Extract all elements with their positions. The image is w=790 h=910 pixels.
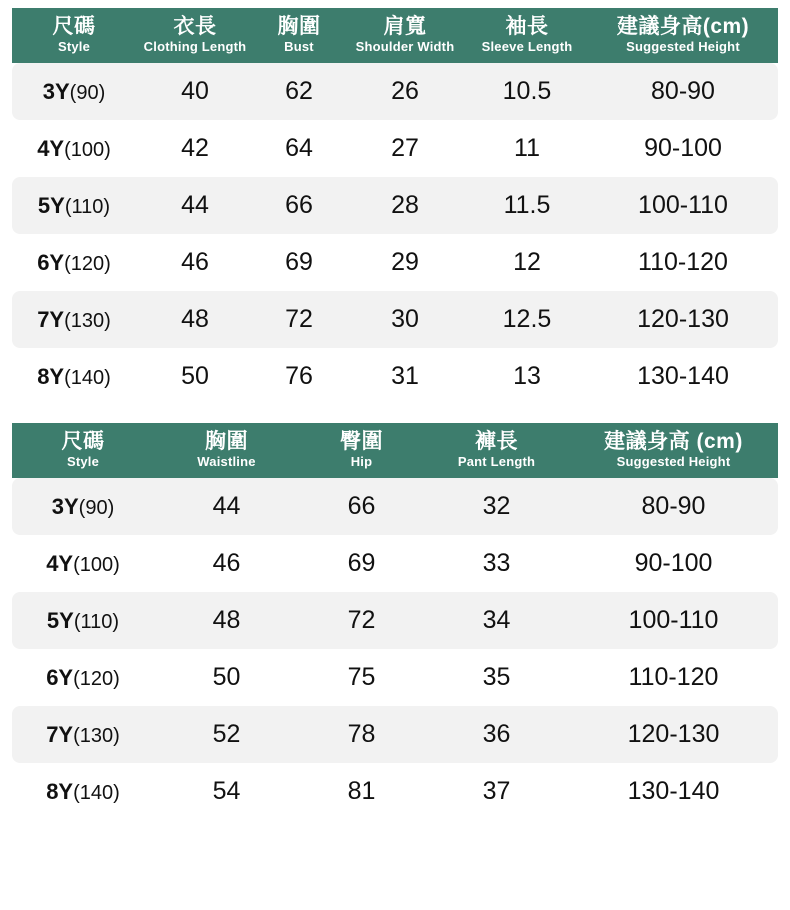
table-row bbox=[12, 63, 778, 120]
column-header-bust bbox=[254, 8, 344, 63]
cell-suggested-height: 100-110 bbox=[569, 592, 778, 649]
cell-shoulder-width: 29 bbox=[391, 248, 419, 276]
table-row bbox=[12, 535, 778, 592]
cell-size bbox=[12, 63, 136, 120]
column-header-pant-length-en: Pant Length bbox=[457, 454, 536, 469]
size-label: 4Y bbox=[37, 135, 65, 161]
size-sublabel: (90) bbox=[69, 81, 106, 104]
cell-shoulder-width: 26 bbox=[344, 63, 466, 120]
column-header-shoulder-width-en: Shoulder Width bbox=[355, 39, 455, 54]
column-header-suggested-height bbox=[588, 8, 778, 63]
cell-size bbox=[12, 535, 154, 592]
top-size-chart bbox=[12, 8, 778, 405]
cell-waistline: 54 bbox=[212, 777, 241, 805]
column-header-sleeve-length-en: Sleeve Length bbox=[481, 39, 573, 54]
cell-suggested-height: 130-140 bbox=[627, 777, 720, 805]
size-label: 7Y bbox=[46, 721, 74, 747]
cell-size bbox=[12, 763, 154, 820]
size-sublabel: (120) bbox=[73, 667, 120, 690]
table-row bbox=[12, 763, 778, 820]
column-header-suggested-height-cn: 建議身高(cm) bbox=[616, 15, 750, 38]
cell-size bbox=[12, 234, 136, 291]
column-header-style bbox=[12, 8, 136, 63]
column-header-clothing-length-cn: 衣長 bbox=[173, 15, 217, 38]
column-header-shoulder-width bbox=[344, 8, 466, 63]
column-header-style-en: Style bbox=[66, 454, 100, 469]
cell-suggested-height: 120-130 bbox=[569, 706, 778, 763]
column-header-bust-cn: 胸圍 bbox=[277, 15, 321, 38]
column-header-style-cn: 尺碼 bbox=[52, 15, 96, 38]
cell-hip: 69 bbox=[347, 549, 376, 577]
cell-suggested-height: 90-100 bbox=[644, 134, 722, 162]
size-label: 8Y bbox=[46, 778, 74, 804]
size-sublabel: (100) bbox=[64, 138, 111, 161]
cell-sleeve-length: 12 bbox=[513, 248, 541, 276]
column-header-suggested-height-en: Suggested Height bbox=[626, 39, 740, 54]
size-sublabel: (130) bbox=[73, 724, 120, 747]
cell-clothing-length: 46 bbox=[181, 248, 209, 276]
column-header-sleeve-length-cn: 袖長 bbox=[505, 15, 549, 38]
size-sublabel: (100) bbox=[73, 553, 120, 576]
cell-hip: 81 bbox=[347, 777, 376, 805]
column-header-hip bbox=[299, 423, 424, 478]
size-label: 8Y bbox=[37, 363, 65, 389]
cell-waistline: 48 bbox=[154, 592, 299, 649]
cell-hip: 78 bbox=[299, 706, 424, 763]
cell-sleeve-length: 10.5 bbox=[466, 63, 588, 120]
size-label: 6Y bbox=[37, 249, 65, 275]
cell-bust: 62 bbox=[254, 63, 344, 120]
column-header-suggested-height-en: Suggested Height bbox=[616, 454, 731, 469]
cell-waistline: 44 bbox=[154, 478, 299, 535]
bottom-size-chart bbox=[12, 423, 778, 820]
cell-clothing-length: 42 bbox=[181, 134, 209, 162]
cell-sleeve-length: 12.5 bbox=[466, 291, 588, 348]
cell-shoulder-width: 30 bbox=[344, 291, 466, 348]
cell-clothing-length: 50 bbox=[181, 362, 209, 390]
column-header-shoulder-width-cn: 肩寬 bbox=[383, 15, 427, 38]
cell-waistline: 52 bbox=[154, 706, 299, 763]
cell-waistline: 50 bbox=[212, 663, 241, 691]
cell-bust: 72 bbox=[254, 291, 344, 348]
cell-pant-length: 35 bbox=[482, 663, 511, 691]
cell-suggested-height: 80-90 bbox=[569, 478, 778, 535]
cell-suggested-height: 110-120 bbox=[628, 663, 719, 691]
column-header-pant-length-cn: 褲長 bbox=[475, 430, 518, 453]
cell-bust: 64 bbox=[285, 134, 313, 162]
cell-clothing-length: 44 bbox=[136, 177, 254, 234]
table-row bbox=[12, 649, 778, 706]
cell-suggested-height: 100-110 bbox=[588, 177, 778, 234]
table-row bbox=[12, 478, 778, 535]
cell-sleeve-length: 13 bbox=[513, 362, 541, 390]
cell-sleeve-length: 11 bbox=[514, 134, 540, 162]
column-header-clothing-length-en: Clothing Length bbox=[143, 39, 247, 54]
cell-bust: 69 bbox=[285, 248, 313, 276]
column-header-hip-cn: 臀圍 bbox=[340, 430, 383, 453]
column-header-hip-en: Hip bbox=[350, 454, 373, 469]
cell-bust: 76 bbox=[285, 362, 313, 390]
column-header-clothing-length bbox=[136, 8, 254, 63]
size-label: 4Y bbox=[46, 550, 74, 576]
cell-size bbox=[12, 291, 136, 348]
table-row bbox=[12, 291, 778, 348]
cell-suggested-height: 110-120 bbox=[638, 248, 728, 276]
table-row bbox=[12, 348, 778, 405]
cell-size bbox=[12, 348, 136, 405]
column-header-suggested-height-cn: 建議身高 (cm) bbox=[604, 430, 743, 453]
bottom-size-chart-header bbox=[12, 423, 778, 478]
cell-pant-length: 32 bbox=[424, 478, 569, 535]
cell-clothing-length: 48 bbox=[136, 291, 254, 348]
size-sublabel: (90) bbox=[78, 496, 115, 519]
cell-shoulder-width: 31 bbox=[391, 362, 419, 390]
column-header-suggested-height bbox=[569, 423, 778, 478]
size-label: 5Y bbox=[37, 192, 65, 218]
size-sublabel: (130) bbox=[64, 309, 111, 332]
cell-shoulder-width: 27 bbox=[391, 134, 419, 162]
column-header-style-en: Style bbox=[57, 39, 91, 54]
cell-suggested-height: 130-140 bbox=[637, 362, 729, 390]
column-header-waistline-en: Waistline bbox=[197, 454, 256, 469]
size-sublabel: (140) bbox=[73, 781, 120, 804]
cell-shoulder-width: 28 bbox=[344, 177, 466, 234]
cell-suggested-height: 80-90 bbox=[588, 63, 778, 120]
bottom-size-chart-body bbox=[12, 478, 778, 820]
cell-pant-length: 36 bbox=[424, 706, 569, 763]
column-header-style-cn: 尺碼 bbox=[61, 430, 105, 453]
size-sublabel: (110) bbox=[64, 195, 111, 218]
size-label: 6Y bbox=[46, 664, 74, 690]
table-row bbox=[12, 120, 778, 177]
cell-hip: 66 bbox=[299, 478, 424, 535]
cell-pant-length: 33 bbox=[482, 549, 511, 577]
cell-size bbox=[12, 177, 136, 234]
cell-suggested-height: 120-130 bbox=[588, 291, 778, 348]
column-header-pant-length bbox=[424, 423, 569, 478]
cell-size bbox=[12, 592, 154, 649]
cell-suggested-height: 90-100 bbox=[634, 549, 713, 577]
cell-waistline: 46 bbox=[212, 549, 241, 577]
cell-sleeve-length: 11.5 bbox=[466, 177, 588, 234]
cell-clothing-length: 40 bbox=[136, 63, 254, 120]
size-sublabel: (140) bbox=[64, 366, 111, 389]
size-sublabel: (110) bbox=[73, 610, 120, 633]
cell-hip: 72 bbox=[299, 592, 424, 649]
size-label: 3Y bbox=[51, 493, 79, 519]
cell-size bbox=[12, 478, 154, 535]
cell-pant-length: 34 bbox=[424, 592, 569, 649]
size-label: 7Y bbox=[37, 306, 65, 332]
table-row bbox=[12, 592, 778, 649]
cell-bust: 66 bbox=[254, 177, 344, 234]
top-size-chart-header bbox=[12, 8, 778, 63]
table-row bbox=[12, 177, 778, 234]
size-sublabel: (120) bbox=[64, 252, 111, 275]
column-header-style bbox=[12, 423, 154, 478]
column-header-waistline-cn: 胸圍 bbox=[205, 430, 248, 453]
size-label: 5Y bbox=[46, 607, 74, 633]
table-row bbox=[12, 234, 778, 291]
top-size-chart-body bbox=[12, 63, 778, 405]
cell-size bbox=[12, 706, 154, 763]
cell-pant-length: 37 bbox=[482, 777, 511, 805]
column-header-bust-en: Bust bbox=[284, 39, 314, 54]
column-header-waistline bbox=[154, 423, 299, 478]
cell-hip: 75 bbox=[347, 663, 376, 691]
table-row bbox=[12, 706, 778, 763]
size-label: 3Y bbox=[42, 78, 70, 104]
cell-size bbox=[12, 649, 154, 706]
cell-size bbox=[12, 120, 136, 177]
column-header-sleeve-length bbox=[466, 8, 588, 63]
